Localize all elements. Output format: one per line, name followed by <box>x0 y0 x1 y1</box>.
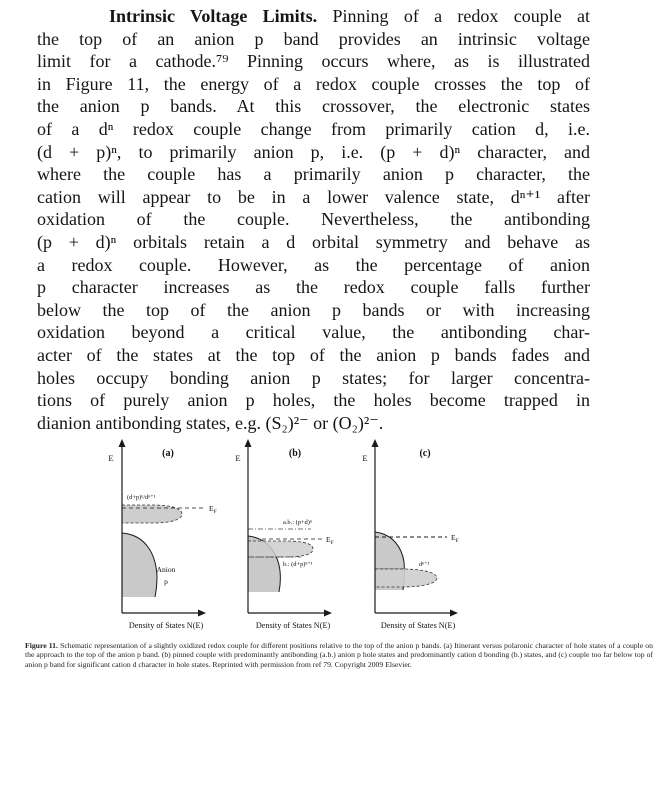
panel-a-fermi-level-label: $E_F$ <box>209 504 217 515</box>
paragraph-line: holes occupy bonding anion p states; for larger concentra- <box>37 367 590 388</box>
panel-b <box>235 439 333 630</box>
panel-b-bonding-label: b.: (d+p)ⁿ⁺¹ <box>283 561 313 568</box>
panel-c-d-state-label: dⁿ⁺¹ <box>419 561 430 568</box>
panel-c-title: (c) <box>419 448 431 459</box>
paragraph-line: tions of purely anion p holes, the holes become trapped in <box>37 390 590 411</box>
paragraph-line: the anion p bands. At this crossover, the electronic states <box>37 96 590 117</box>
panel-c-redox-couple-blob <box>375 569 437 587</box>
panel-a-energy-axis-label: E <box>108 453 114 463</box>
panel-a <box>108 439 216 630</box>
paragraph-line: a redox couple. However, as the percentage of anion <box>37 254 590 275</box>
panel-c-energy-axis-label: E <box>362 453 368 463</box>
paragraph-line: (p + d)ⁿ orbitals retain a d orbital symmetry and behave as <box>37 231 590 252</box>
panel-b-antibonding-label: a.b.: (p+d)ⁿ <box>283 519 312 526</box>
paragraph-line: (d + p)ⁿ, to primarily anion p, i.e. (p + d)ⁿ character, and <box>37 141 590 162</box>
panel-c-x-axis-label: Density of States N(E) <box>380 621 456 630</box>
figure-caption-number: Figure 11. <box>25 641 58 650</box>
panel-a-title: (a) <box>162 448 174 459</box>
paragraph-line: of a dⁿ redox couple change from primarily cation d, i.e. <box>37 118 590 139</box>
paragraph-line: p character increases as the redox couple falls further <box>37 277 590 298</box>
panel-c-y-axis-arrow <box>372 439 379 447</box>
paragraph-line: oxidation beyond a critical value, the antibonding char- <box>37 322 590 343</box>
panel-a-band-label-2: p <box>164 577 168 586</box>
paragraph-line: acter of the states at the top of the anion p bands fades and <box>37 344 590 365</box>
panel-c-x-axis-arrow <box>450 610 458 617</box>
figure-caption-text: Schematic representation of a slightly oxidized redox couple for different positions relative to the top of the anion p bands. (a) Itinerant versus polaronic character of hole states of a couple on the approach to the top of the anion p band. (b) pinned couple with predominantly antibonding (a.b.) anion p hole states and predominantly cation d bonding (b.) states, and (c) couple too far below top of anion p band for significant cation d character in hole states. Reprinted with permission from ref 79. Copyright 2009 Elsevier. <box>25 641 653 669</box>
paragraph-line: the top of an anion p band provides an intrinsic voltage <box>37 28 590 49</box>
panel-b-redox-couple-blob <box>248 541 313 557</box>
panel-c <box>362 439 458 630</box>
figure-11-caption <box>25 641 653 669</box>
article-text <box>37 5 590 434</box>
paragraph-line: limit for a cathode.⁷⁹ Pinning occurs where, as is illustrated <box>37 51 590 72</box>
panel-b-x-axis-label: Density of States N(E) <box>255 621 331 630</box>
panel-a-x-axis-label: Density of States N(E) <box>128 621 204 630</box>
paragraph-lines <box>37 28 590 435</box>
paragraph-line: below the top of the anion p bands or with increasing <box>37 299 590 320</box>
panel-a-anion-p-band <box>122 533 157 597</box>
panel-b-fermi-level-label: $E_F$ <box>326 535 334 546</box>
paragraph-line: in Figure 11, the energy of a redox couple crosses the top of <box>37 73 590 94</box>
first-line-text: Pinning of a redox couple at <box>332 6 591 26</box>
panel-c-fermi-level-label: $E_F$ <box>451 533 459 544</box>
paragraph-line: oxidation of the couple. Nevertheless, the antibonding <box>37 209 590 230</box>
panel-b-y-axis-arrow <box>245 439 252 447</box>
panel-b-x-axis-arrow <box>324 610 332 617</box>
section-heading: Intrinsic Voltage Limits. <box>109 6 318 26</box>
paragraph-line: where the couple has a primarily anion p character, the <box>37 164 590 185</box>
panel-b-title: (b) <box>288 448 302 459</box>
figure-11 <box>0 436 669 641</box>
panel-a-band-label-1: Anion <box>156 565 176 574</box>
panel-a-blob-label: (d+p)ⁿ/dⁿ⁺¹ <box>127 494 156 501</box>
panel-a-x-axis-arrow <box>198 610 206 617</box>
paragraph-line: cation will appear to be in a lower valence state, dⁿ⁺¹ after <box>37 186 590 207</box>
panel-b-energy-axis-label: E <box>235 453 241 463</box>
figure-11-diagram <box>0 436 669 641</box>
paragraph-line: dianion antibonding states, e.g. (S₂)²⁻ or (O₂)²⁻. <box>37 412 384 433</box>
paragraph-first-line <box>37 5 590 28</box>
panel-a-y-axis-arrow <box>119 439 126 447</box>
